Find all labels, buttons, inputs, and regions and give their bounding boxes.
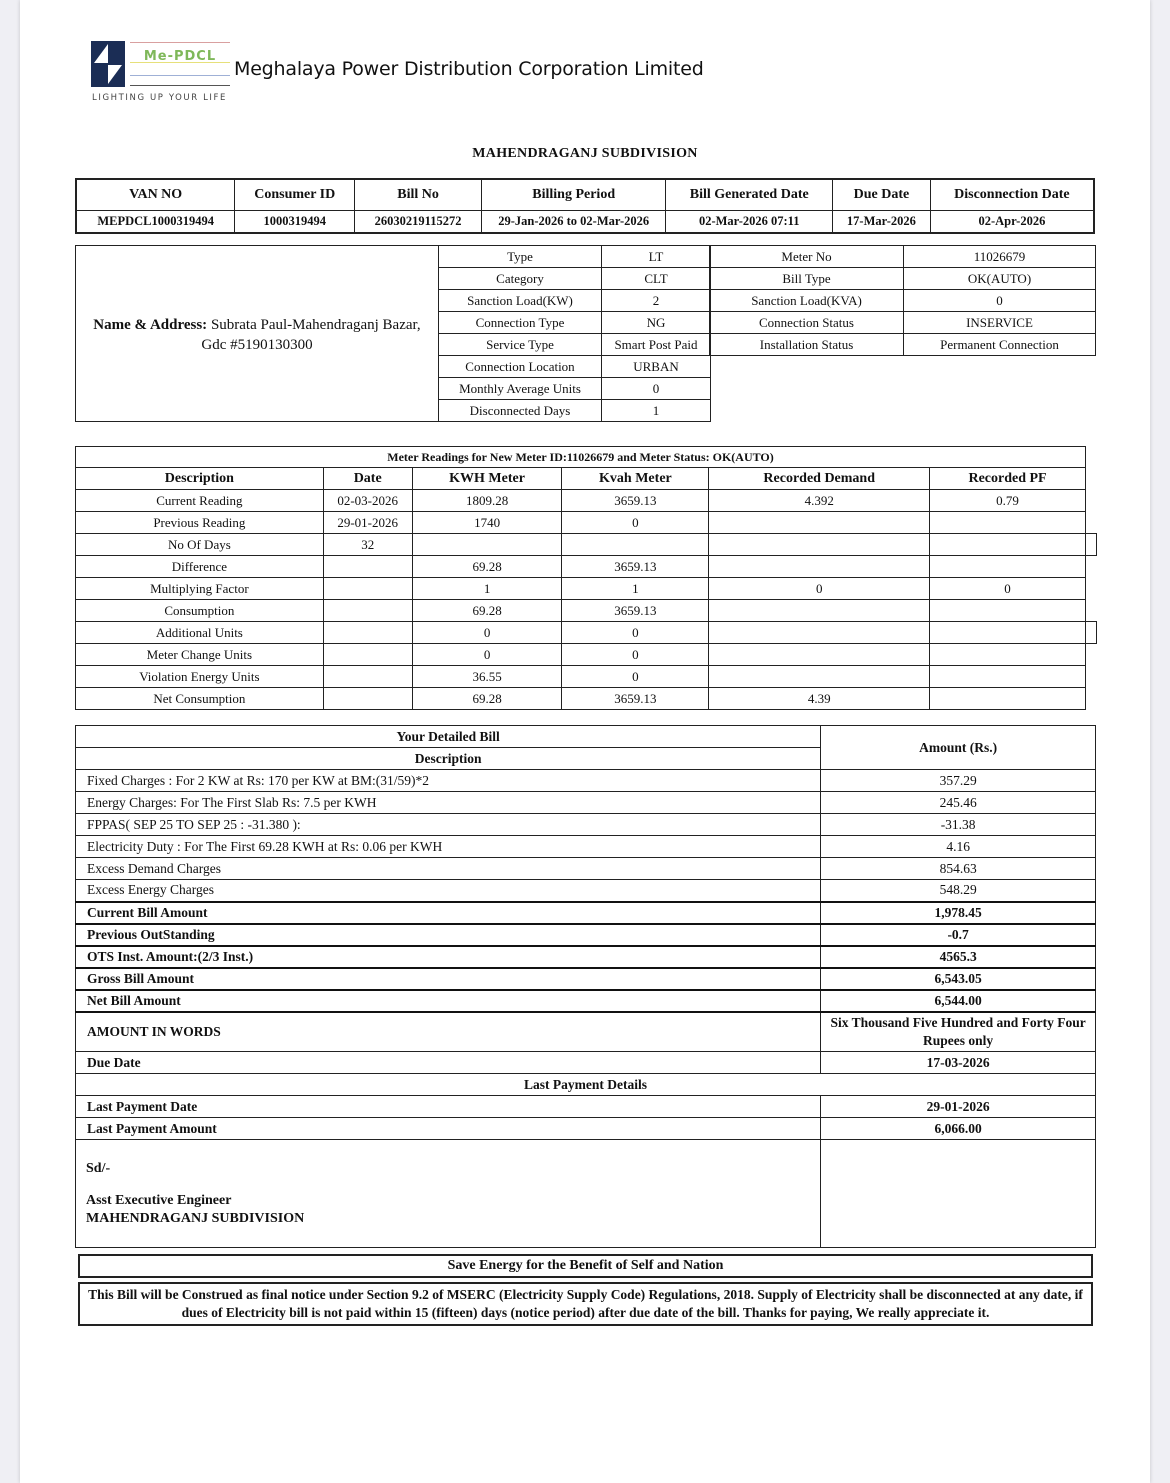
bill-no: 26030219115272: [355, 210, 482, 233]
info-row: [439, 400, 711, 422]
col-bill-generated-date: Bill Generated Date: [666, 179, 833, 210]
meter-readings-table: [75, 446, 1086, 710]
info-value: Smart Post Paid: [602, 334, 711, 356]
info-value: URBAN: [602, 356, 711, 378]
cell: Difference: [76, 556, 324, 578]
info-label: Disconnected Days: [439, 400, 602, 422]
cell: [323, 578, 412, 600]
cell: 4.392: [709, 490, 930, 512]
cell: Current Reading: [76, 490, 324, 512]
info-value: 11026679: [904, 246, 1096, 268]
previous-outstanding-amount: -0.7: [821, 924, 1096, 946]
cell: [930, 556, 1086, 578]
col-van-no: VAN NO: [76, 179, 235, 210]
cell: Previous Reading: [76, 512, 324, 534]
name-address-value: Subrata Paul-Mahendraganj Bazar,: [210, 317, 421, 333]
info-row: [710, 268, 1096, 290]
current-bill-amount: 1,978.45: [821, 902, 1096, 924]
info-label: Category: [439, 268, 602, 290]
gross-bill-amount: 6,543.05: [821, 968, 1096, 990]
due-date-value: 17-03-2026: [821, 1052, 1096, 1074]
info-value: CLT: [602, 268, 711, 290]
meter-row: [76, 688, 1086, 710]
cell: Additional Units: [76, 622, 324, 644]
net-bill-label: Net Bill Amount: [76, 990, 821, 1012]
info-label: Connection Status: [710, 312, 904, 334]
last-payment-date-row: [76, 1096, 1096, 1118]
amount-words-value: Six Thousand Five Hundred and Forty Four Rupees only: [821, 1012, 1096, 1052]
info-row: [710, 334, 1096, 356]
van-no: MEPDCL1000319494: [76, 210, 235, 233]
cell: [323, 666, 412, 688]
cell: Consumption: [76, 600, 324, 622]
signature-office: MAHENDRAGANJ SUBDIVISION: [86, 1211, 305, 1226]
cell: [323, 600, 412, 622]
info-label: Installation Status: [710, 334, 904, 356]
connection-info-left: [438, 245, 711, 422]
name-address-gdc: Gdc #5190130300: [201, 337, 313, 353]
charge-amount: -31.38: [821, 814, 1096, 836]
bill-title: Your Detailed Bill: [76, 726, 821, 748]
net-bill-amount: 6,544.00: [821, 990, 1096, 1012]
cell: [930, 534, 1086, 556]
amount-header: Amount (Rs.): [821, 726, 1096, 770]
info-value: 0: [904, 290, 1096, 312]
signature-block: [76, 1140, 821, 1248]
billing-period: 29-Jan-2026 to 02-Mar-2026: [481, 210, 665, 233]
cell: No Of Days: [76, 534, 324, 556]
meter-row: [76, 578, 1086, 600]
meter-row: [76, 666, 1086, 688]
cell: [323, 644, 412, 666]
signature-row: [76, 1140, 1096, 1248]
cell: 4.39: [709, 688, 930, 710]
charge-amount: 4.16: [821, 836, 1096, 858]
last-payment-date-value: 29-01-2026: [821, 1096, 1096, 1118]
cell: 69.28: [412, 556, 562, 578]
bill-summary-table: [75, 178, 1095, 234]
info-row: [439, 334, 711, 356]
info-value: INSERVICE: [904, 312, 1096, 334]
charge-desc: Fixed Charges : For 2 KW at Rs: 170 per KW at BM:(31/59)*2: [76, 770, 821, 792]
cell: [930, 644, 1086, 666]
total-row: [76, 924, 1096, 946]
col-consumer-id: Consumer ID: [235, 179, 355, 210]
save-energy-slogan: Save Energy for the Benefit of Self and Nation: [78, 1254, 1093, 1278]
cell: 69.28: [412, 688, 562, 710]
connection-info-right: [709, 245, 1096, 356]
col-kwh-meter: KWH Meter: [412, 468, 562, 490]
cell: 0: [930, 578, 1086, 600]
info-row: [439, 312, 711, 334]
last-payment-date-label: Last Payment Date: [76, 1096, 821, 1118]
due-date-row: [76, 1052, 1096, 1074]
cell: 1740: [412, 512, 562, 534]
info-label: Meter No: [710, 246, 904, 268]
info-label: Service Type: [439, 334, 602, 356]
charge-desc: Energy Charges: For The First Slab Rs: 7.5 per KWH: [76, 792, 821, 814]
cell: 3659.13: [562, 600, 709, 622]
due-date: 17-Mar-2026: [833, 210, 931, 233]
disconnection-date: 02-Apr-2026: [930, 210, 1094, 233]
bill-generated-date: 02-Mar-2026 07:11: [666, 210, 833, 233]
charge-row: [76, 792, 1096, 814]
cell: 0: [412, 622, 562, 644]
signature-designation: Asst Executive Engineer: [86, 1193, 232, 1208]
cell: 0.79: [930, 490, 1086, 512]
cell: 0: [562, 512, 709, 534]
last-payment-title: Last Payment Details: [76, 1074, 1096, 1096]
amount-words-row: [76, 1012, 1096, 1052]
info-label: Connection Type: [439, 312, 602, 334]
info-value: 0: [602, 378, 711, 400]
cell: [709, 600, 930, 622]
cell: [930, 622, 1086, 644]
meter-row: [76, 534, 1086, 556]
cell: 3659.13: [562, 556, 709, 578]
cell: 29-01-2026: [323, 512, 412, 534]
charge-desc: Excess Demand Charges: [76, 858, 821, 880]
cell: 1: [412, 578, 562, 600]
consumer-id: 1000319494: [235, 210, 355, 233]
info-row: [710, 312, 1096, 334]
info-value: LT: [602, 246, 711, 268]
info-value: NG: [602, 312, 711, 334]
cell: [930, 600, 1086, 622]
cell: [930, 666, 1086, 688]
charge-amount: 357.29: [821, 770, 1096, 792]
ots-label: OTS Inst. Amount:(2/3 Inst.): [76, 946, 821, 968]
charge-row: [76, 858, 1096, 880]
info-row: [439, 268, 711, 290]
logo-tagline: LIGHTING UP YOUR LIFE: [92, 93, 227, 103]
name-address-label: Name & Address:: [93, 317, 208, 333]
cell: [930, 688, 1086, 710]
cell: [709, 666, 930, 688]
company-name: Meghalaya Power Distribution Corporation Limited: [234, 58, 704, 80]
cell: 0: [562, 666, 709, 688]
cell: 0: [709, 578, 930, 600]
cell: Net Consumption: [76, 688, 324, 710]
charge-amount: 548.29: [821, 880, 1096, 902]
cell: [412, 534, 562, 556]
detailed-bill-table: [75, 725, 1096, 1248]
charge-row: [76, 880, 1096, 902]
col-description: Description: [76, 468, 324, 490]
cell: 1809.28: [412, 490, 562, 512]
cell: 0: [562, 644, 709, 666]
col-recorded-demand: Recorded Demand: [709, 468, 930, 490]
last-payment-amount-label: Last Payment Amount: [76, 1118, 821, 1140]
cell: [709, 534, 930, 556]
cell: [709, 556, 930, 578]
cell: [562, 534, 709, 556]
info-row: [710, 290, 1096, 312]
cell: [930, 512, 1086, 534]
charge-row: [76, 814, 1096, 836]
cell: [323, 622, 412, 644]
charge-desc: Excess Energy Charges: [76, 880, 821, 902]
ots-amount: 4565.3: [821, 946, 1096, 968]
gross-bill-label: Gross Bill Amount: [76, 968, 821, 990]
charge-amount: 854.63: [821, 858, 1096, 880]
col-date: Date: [323, 468, 412, 490]
due-date-label: Due Date: [76, 1052, 821, 1074]
info-label: Monthly Average Units: [439, 378, 602, 400]
col-recorded-pf: Recorded PF: [930, 468, 1086, 490]
charge-desc: FPPAS( SEP 25 TO SEP 25 : -31.380 ):: [76, 814, 821, 836]
cell: [323, 556, 412, 578]
col-disconnection-date: Disconnection Date: [930, 179, 1094, 210]
summary-header-row: [76, 179, 1094, 210]
summary-value-row: [76, 210, 1094, 233]
total-row: [76, 902, 1096, 924]
last-payment-title-row: [76, 1074, 1096, 1096]
cell: 69.28: [412, 600, 562, 622]
col-kvah-meter: Kvah Meter: [562, 468, 709, 490]
mepdcl-logo-icon: [91, 41, 125, 87]
last-payment-amount-value: 6,066.00: [821, 1118, 1096, 1140]
cell: 3659.13: [562, 688, 709, 710]
cell: Meter Change Units: [76, 644, 324, 666]
info-row: [439, 378, 711, 400]
amount-words-label: AMOUNT IN WORDS: [76, 1012, 821, 1052]
signature-sd: Sd/-: [86, 1161, 111, 1176]
cell: 0: [412, 644, 562, 666]
meter-row: [76, 490, 1086, 512]
cell: 02-03-2026: [323, 490, 412, 512]
last-payment-amount-row: [76, 1118, 1096, 1140]
subdivision-title: MAHENDRAGANJ SUBDIVISION: [472, 146, 698, 161]
meter-caption: Meter Readings for New Meter ID:11026679 and Meter Status: OK(AUTO): [76, 447, 1086, 468]
info-value: OK(AUTO): [904, 268, 1096, 290]
cell: 32: [323, 534, 412, 556]
table-overflow-border: [1085, 621, 1097, 644]
charge-amount: 245.46: [821, 792, 1096, 814]
info-row: [439, 356, 711, 378]
meter-row: [76, 600, 1086, 622]
logo-text: Me-PDCL: [143, 49, 217, 64]
cell: 36.55: [412, 666, 562, 688]
info-label: Sanction Load(KVA): [710, 290, 904, 312]
meter-row: [76, 512, 1086, 534]
charge-row: [76, 770, 1096, 792]
col-billing-period: Billing Period: [481, 179, 665, 210]
info-label: Type: [439, 246, 602, 268]
meter-row: [76, 644, 1086, 666]
cell: [323, 688, 412, 710]
info-label: Connection Location: [439, 356, 602, 378]
description-header: Description: [76, 748, 821, 770]
signature-blank: [821, 1140, 1096, 1248]
cell: Multiplying Factor: [76, 578, 324, 600]
info-value: 2: [602, 290, 711, 312]
meter-row: [76, 556, 1086, 578]
cell: 1: [562, 578, 709, 600]
bill-title-row: [76, 726, 1096, 748]
cell: Violation Energy Units: [76, 666, 324, 688]
cell: 0: [562, 622, 709, 644]
cell: 3659.13: [562, 490, 709, 512]
charge-row: [76, 836, 1096, 858]
info-row: [439, 290, 711, 312]
charge-desc: Electricity Duty : For The First 69.28 KWH at Rs: 0.06 per KWH: [76, 836, 821, 858]
info-label: Sanction Load(KW): [439, 290, 602, 312]
info-row: [710, 246, 1096, 268]
info-value: 1: [602, 400, 711, 422]
info-label: Bill Type: [710, 268, 904, 290]
current-bill-label: Current Bill Amount: [76, 902, 821, 924]
col-bill-no: Bill No: [355, 179, 482, 210]
cell: [709, 512, 930, 534]
meter-header-row: [76, 468, 1086, 490]
total-row: [76, 968, 1096, 990]
meter-caption-row: [76, 447, 1086, 468]
disconnection-notice: This Bill will be Construed as final notice under Section 9.2 of MSERC (Electricity Supply Code) Regulations, 2018. Supply of Electricity shall be disconnected at any date, if dues of Electricity bill is not paid within 15 (fifteen) days (notice period) after due date of the bill. Thanks for paying, We really appreciate it.: [78, 1282, 1093, 1326]
name-address: [76, 315, 438, 355]
table-overflow-border: [1085, 533, 1097, 556]
total-row: [76, 946, 1096, 968]
info-value: Permanent Connection: [904, 334, 1096, 356]
previous-outstanding-label: Previous OutStanding: [76, 924, 821, 946]
cell: [709, 622, 930, 644]
col-due-date: Due Date: [833, 179, 931, 210]
name-address-box: [75, 245, 439, 422]
total-row: [76, 990, 1096, 1012]
cell: [709, 644, 930, 666]
info-row: [439, 246, 711, 268]
meter-row: [76, 622, 1086, 644]
